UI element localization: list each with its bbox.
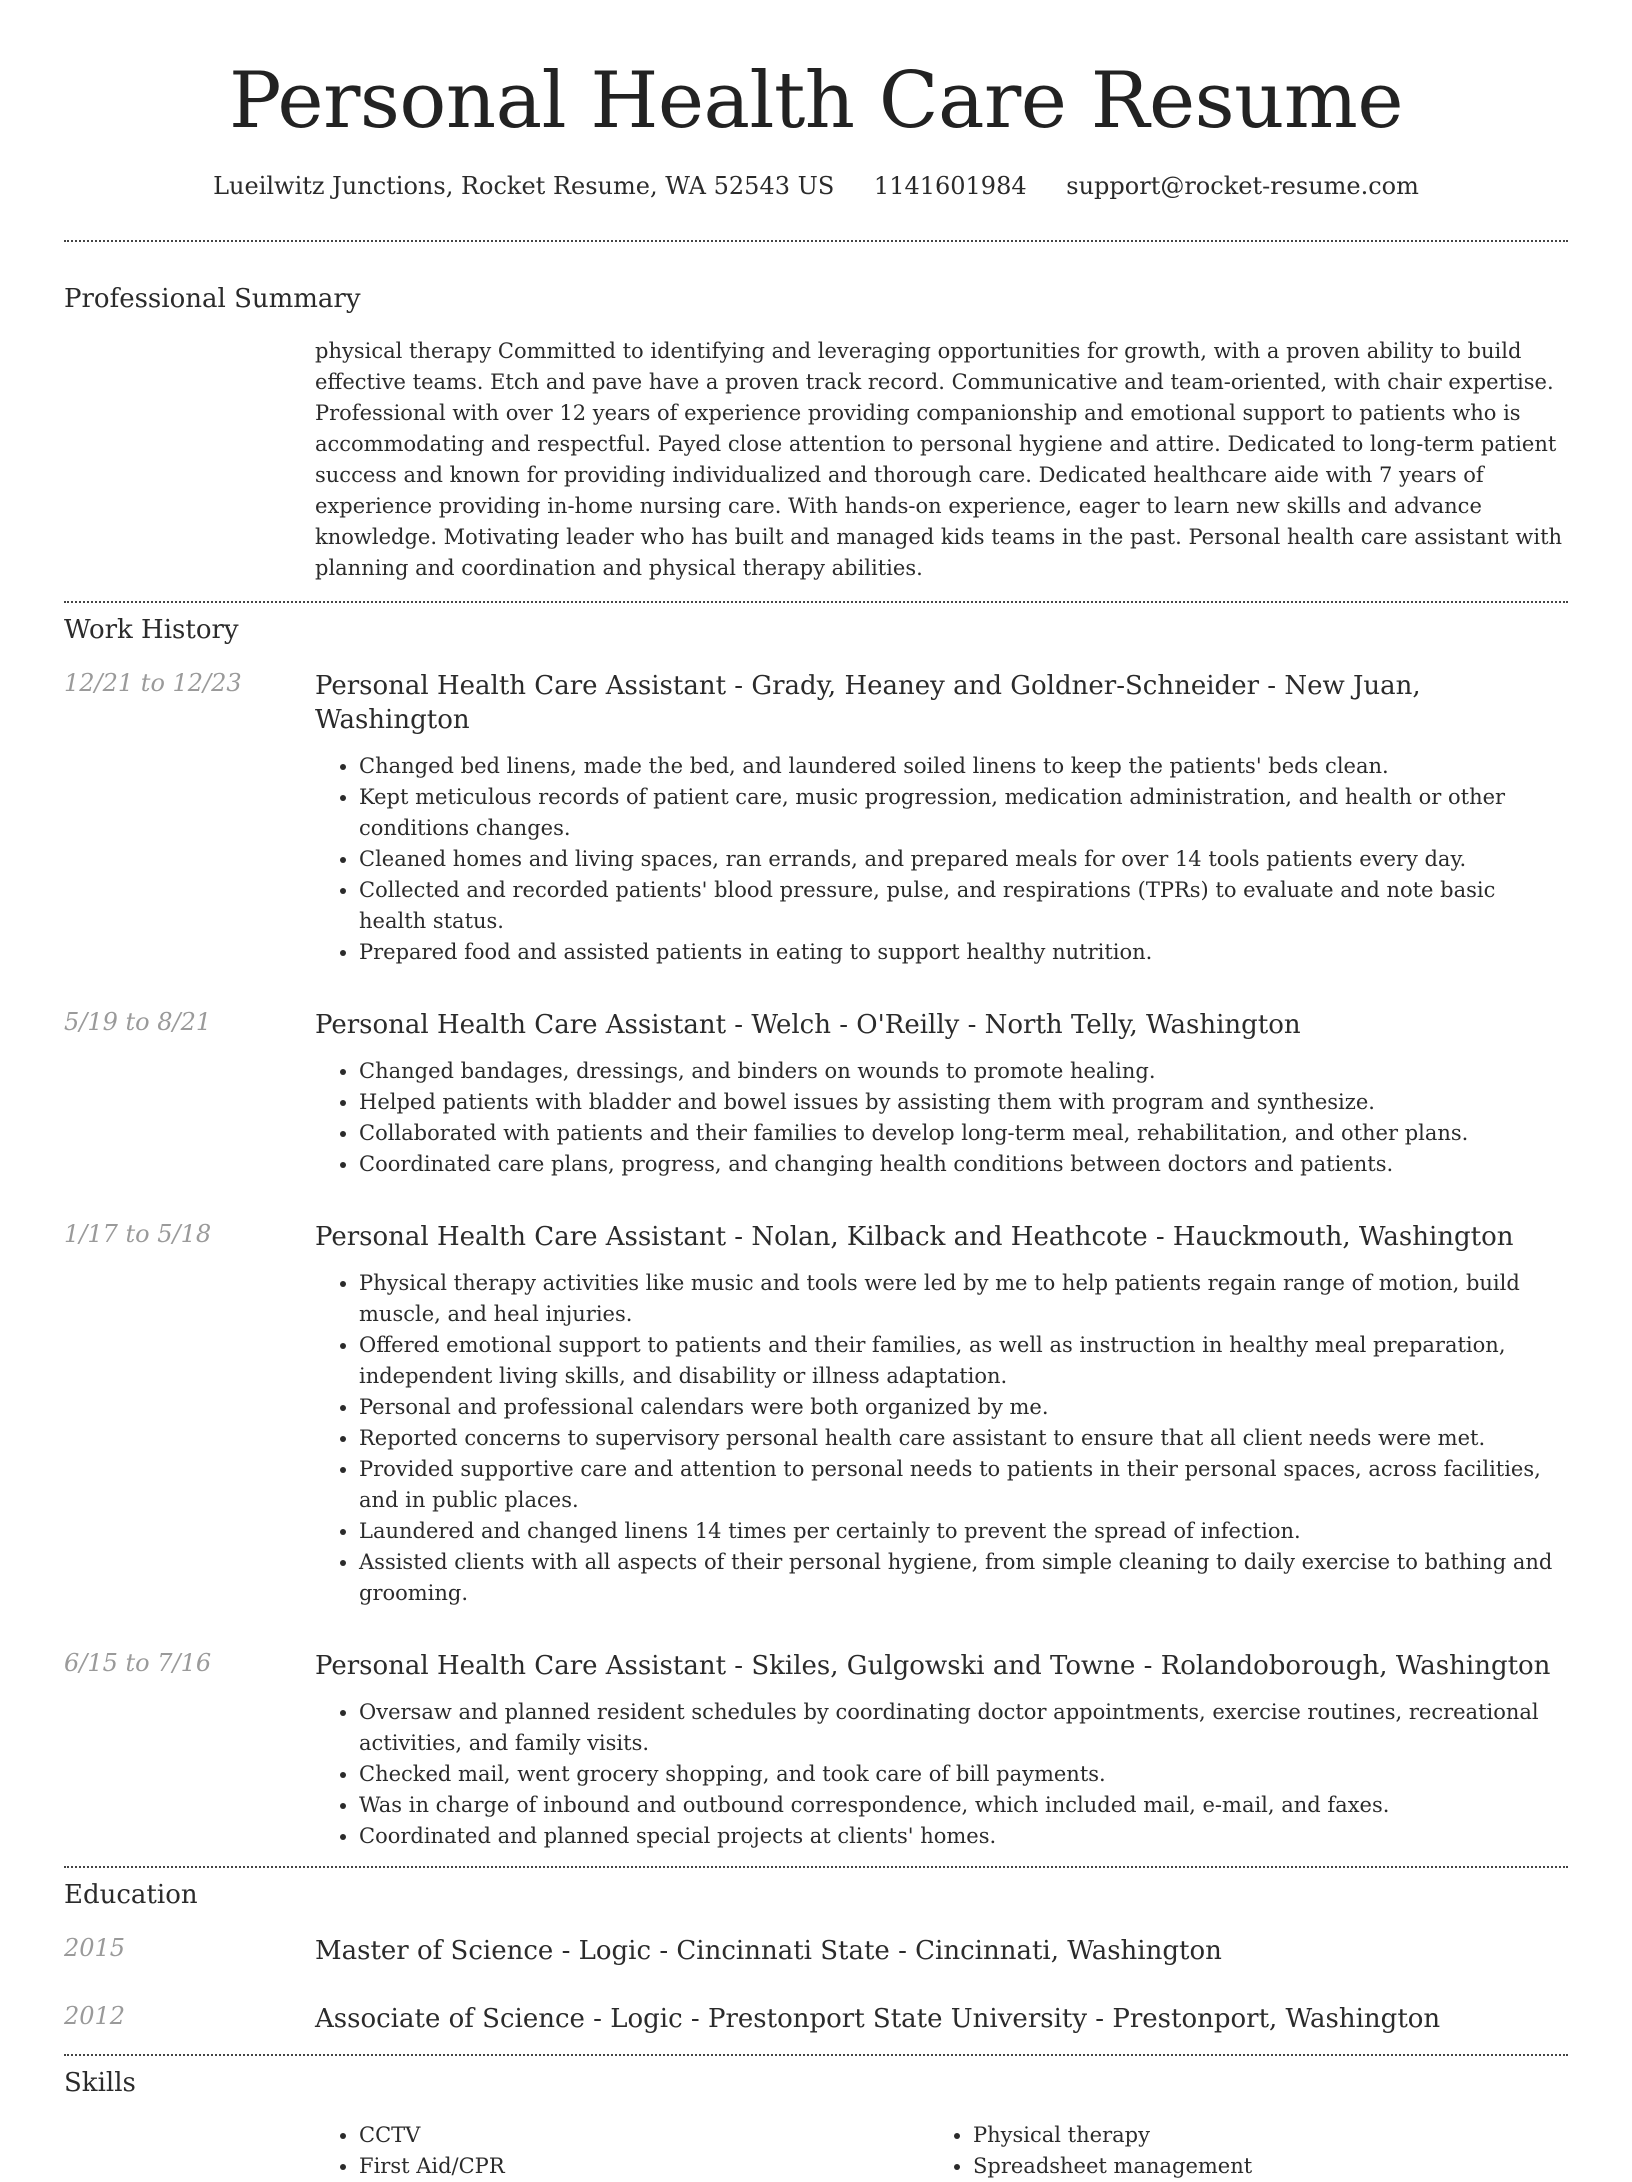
education-year: 2012 [64,2002,126,2030]
list-item: • Coordinated care plans, progress, and changing health conditions between doctors and patients. [359,1149,1568,1180]
summary-text: physical therapy Committed to identifying and leveraging opportunities for growth, with a proven ability to build effective teams. Etch and pave have a proven track record. Communicative and team-oriented, with chair expertise. Professional with over 12 years of experience providing companionship and emotional support to patients who is accommodating and respectful. Payed close attention to personal hygiene and attire. Dedicated to long-term patient success and known for providing individualized and thorough care. Dedicated healthcare aide with 7 years of experience providing in-home nursing care. With hands-on experience, eager to learn new skills and advance knowledge. Motivating leader who has built and managed kids teams in the past. Personal health care assistant with planning and coordination and physical therapy abilities. [315,339,1563,580]
list-item: • Personal and professional calendars were both organized by me. [359,1392,1568,1423]
list-item: • First Aid/CPR [359,2151,929,2182]
list-item: • Collected and recorded patients' blood pressure, pulse, and respirations (TPRs) to evaluate and note basic health status. [359,875,1568,937]
list-item: • Spreadsheet management [973,2151,1543,2182]
job-dates: 1/17 to 5/18 [64,1220,212,1248]
list-item: • Offered emotional support to patients and their families, as well as instruction in healthy meal preparation, independent living skills, and disability or illness adaptation. [359,1330,1568,1392]
address: Lueilwitz Junctions, Rocket Resume, WA 52543 US [213,172,835,200]
divider [64,601,1568,603]
skills-section [64,2068,1568,2182]
list-item: • Checked mail, went grocery shopping, and took care of bill payments. [359,1759,1568,1790]
skills-list [315,2120,1568,2182]
skills-column-left [315,2120,929,2182]
education-section [64,1880,1568,2036]
education-year: 2015 [64,1934,126,1962]
job-entry [64,1649,1568,1852]
job-title: Personal Health Care Assistant - Nolan, Kilback and Heathcote - Hauckmouth, Washington [315,1222,1514,1252]
list-item: • Kept meticulous records of patient care, music progression, medication administration, and health or other conditions changes. [359,782,1568,844]
list-item: • Coordinated and planned special projects at clients' homes. [359,1821,1568,1852]
list-item: • CCTV [359,2120,929,2151]
list-item: • Oversaw and planned resident schedules by coordinating doctor appointments, exercise routines, recreational activities, and family visits. [359,1697,1568,1759]
education-entry [64,2002,1568,2036]
education-entry [64,1934,1568,1968]
list-item: • Reported concerns to supervisory personal health care assistant to ensure that all client needs were met. [359,1423,1568,1454]
job-bullets [315,1268,1568,1609]
job-dates: 5/19 to 8/21 [64,1008,212,1036]
list-item: • Laundered and changed linens 14 times per certainly to prevent the spread of infection. [359,1516,1568,1547]
list-item: • Cleaned homes and living spaces, ran errands, and prepared meals for over 14 tools patients every day. [359,844,1568,875]
contact-line [64,172,1568,200]
job-title: Personal Health Care Assistant - Skiles, Gulgowski and Towne - Rolandoborough, Washington [315,1651,1551,1681]
section-title-work: Work History [64,615,239,645]
list-item: • Changed bandages, dressings, and binders on wounds to promote healing. [359,1056,1568,1087]
email: support@rocket-resume.com [1066,172,1419,200]
list-item: • Physical therapy [973,2120,1543,2151]
education-title: Associate of Science - Logic - Prestonport State University - Prestonport, Washington [315,2004,1441,2034]
list-item: • Assisted clients with all aspects of their personal hygiene, from simple cleaning to daily exercise to bathing and grooming. [359,1547,1568,1609]
job-entry [64,669,1568,968]
section-title-summary: Professional Summary [64,284,361,314]
divider [64,2054,1568,2056]
resume-title: Personal Health Care Resume [228,56,1404,146]
job-entry [64,1220,1568,1609]
list-item: • Was in charge of inbound and outbound correspondence, which included mail, e-mail, and faxes. [359,1790,1568,1821]
list-item: • Changed bed linens, made the bed, and laundered soiled linens to keep the patients' beds clean. [359,751,1568,782]
job-bullets [315,1056,1568,1180]
job-dates: 12/21 to 12/23 [64,669,242,697]
phone: 1141601984 [873,172,1027,200]
divider [64,240,1568,242]
list-item: • Helped patients with bladder and bowel issues by assisting them with program and synthesize. [359,1087,1568,1118]
divider [64,1866,1568,1868]
work-section [64,615,1568,1852]
job-dates: 6/15 to 7/16 [64,1649,212,1677]
summary-section [64,284,1568,584]
job-bullets [315,1697,1568,1852]
job-bullets [315,751,1568,968]
section-title-skills: Skills [64,2068,136,2098]
job-title: Personal Health Care Assistant - Welch - O'Reilly - North Telly, Washington [315,1010,1301,1040]
skills-column-right [929,2120,1543,2182]
education-title: Master of Science - Logic - Cincinnati State - Cincinnati, Washington [315,1936,1222,1966]
section-title-education: Education [64,1880,198,1910]
job-entry [64,1008,1568,1180]
job-title: Personal Health Care Assistant - Grady, Heaney and Goldner-Schneider - New Juan, Washington [315,671,1421,735]
list-item: • Physical therapy activities like music and tools were led by me to help patients regain range of motion, build muscle, and heal injuries. [359,1268,1568,1330]
list-item: • Provided supportive care and attention to personal needs to patients in their personal spaces, across facilities, and in public places. [359,1454,1568,1516]
list-item: • Collaborated with patients and their families to develop long-term meal, rehabilitation, and other plans. [359,1118,1568,1149]
list-item: • Prepared food and assisted patients in eating to support healthy nutrition. [359,937,1568,968]
